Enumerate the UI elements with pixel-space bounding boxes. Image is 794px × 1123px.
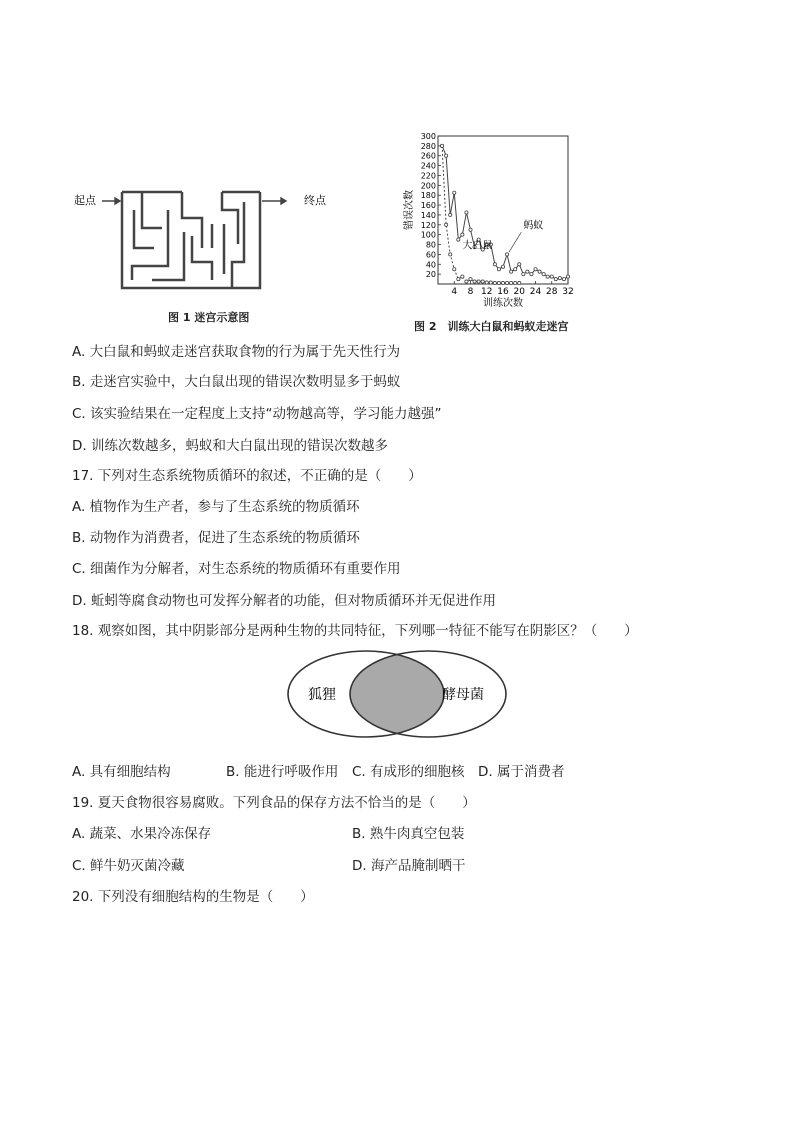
data-point — [453, 268, 456, 271]
maze-diagram — [72, 188, 326, 298]
maze-arrows — [102, 198, 286, 204]
data-point — [522, 273, 525, 276]
y-tick-label: 240 — [420, 161, 436, 171]
q18-option-d: D. 属于消费者 — [478, 764, 565, 780]
data-point — [449, 213, 452, 216]
q17-option-b: B. 动物作为消费者，促进了生态系统的物质循环 — [72, 530, 360, 546]
y-tick-label: 140 — [420, 210, 436, 220]
x-tick-label: 28 — [546, 287, 558, 297]
series-label: 大白鼠 — [462, 240, 493, 252]
q16-option-a: A. 大白鼠和蚂蚁走迷宫获取食物的行为属于先天性行为 — [72, 344, 401, 360]
data-point — [538, 270, 541, 273]
y-tick-label: 100 — [420, 230, 436, 240]
q17-option-d: D. 蚯蚓等腐食动物也可发挥分解者的功能，但对物质循环并无促进作用 — [72, 593, 496, 609]
data-point — [558, 276, 561, 279]
series-label: 蚂蚁 — [523, 220, 544, 232]
q19-option-c: C. 鲜牛奶灭菌冷藏 — [72, 858, 185, 874]
x-tick-label: 16 — [497, 287, 509, 297]
x-axis-label: 训练次数 — [483, 298, 523, 309]
q17-option-c: C. 细菌作为分解者，对生态系统的物质循环有重要作用 — [72, 561, 401, 577]
y-tick-label: 80 — [425, 240, 436, 250]
y-tick-label: 220 — [420, 171, 436, 181]
y-tick-label: 180 — [420, 191, 436, 201]
x-tick-label: 12 — [481, 287, 493, 297]
data-point — [497, 268, 500, 271]
x-tick-label: 4 — [451, 287, 458, 297]
learning-curve-figure — [398, 128, 578, 310]
chart-frame — [438, 136, 568, 284]
data-point — [497, 281, 500, 284]
data-point — [461, 233, 464, 236]
data-point — [469, 228, 472, 231]
q19-stem: 19. 夏天食物很容易腐败。下列食品的保存方法不恰当的是（ ） — [72, 795, 476, 811]
data-point — [485, 281, 488, 284]
data-point — [493, 263, 496, 266]
data-point — [530, 273, 533, 276]
y-tick-label: 280 — [420, 141, 436, 151]
y-axis-label: 错误次数 — [404, 190, 415, 230]
series-label-leader — [509, 232, 521, 252]
fig1-caption: 图 1 迷宫示意图 — [168, 311, 250, 324]
maze-walls — [122, 192, 260, 288]
data-point — [514, 268, 517, 271]
data-point — [514, 281, 517, 284]
data-point — [518, 281, 521, 284]
data-point — [501, 265, 504, 268]
y-tick-label: 200 — [420, 181, 436, 191]
q16-option-b: B. 走迷宫实验中，大白鼠出现的错误次数明显多于蚂蚁 — [72, 374, 401, 390]
data-point — [505, 253, 508, 256]
q19-option-b: B. 熟牛肉真空包装 — [352, 826, 465, 842]
data-point — [518, 263, 521, 266]
q17-option-a: A. 植物作为生产者，参与了生态系统的物质循环 — [72, 499, 360, 515]
maze-end-label: 终点 — [304, 194, 326, 207]
x-tick-label: 20 — [513, 287, 525, 297]
y-tick-label: 40 — [425, 260, 436, 270]
data-point — [469, 277, 472, 280]
data-point — [501, 281, 504, 284]
data-point — [457, 277, 460, 280]
data-point — [449, 253, 452, 256]
y-tick-label: 260 — [420, 151, 436, 161]
data-point — [526, 270, 529, 273]
data-point — [510, 281, 513, 284]
data-point — [546, 275, 549, 278]
data-point — [554, 277, 557, 280]
data-point — [461, 275, 464, 278]
data-point — [477, 280, 480, 283]
data-point — [566, 275, 569, 278]
series-line — [442, 146, 568, 279]
x-tick-label: 24 — [529, 287, 542, 297]
q16-option-c: C. 该实验结果在一定程度上支持“动物越高等，学习能力越强” — [72, 406, 442, 422]
y-tick-label: 160 — [420, 201, 436, 211]
q17-stem: 17. 下列对生态系统物质循环的叙述，不正确的是（ ） — [72, 468, 422, 484]
q18-stem: 18. 观察如图，其中阴影部分是两种生物的共同特征，下列哪一特征不能写在阴影区？（ ） — [72, 623, 638, 639]
q18-option-b: B. 能进行呼吸作用 — [226, 764, 339, 780]
data-point — [493, 281, 496, 284]
y-tick-label: 120 — [420, 220, 436, 230]
data-point — [542, 273, 545, 276]
data-point — [562, 277, 565, 280]
q16-option-d: D. 训练次数越多，蚂蚁和大白鼠出现的错误次数越多 — [72, 438, 388, 454]
data-point — [481, 280, 484, 283]
venn-left-label: 狐狸 — [308, 687, 336, 703]
y-tick-label: 60 — [425, 250, 436, 260]
data-point — [457, 238, 460, 241]
data-point — [445, 223, 448, 226]
data-point — [453, 191, 456, 194]
data-point — [440, 144, 443, 147]
data-point — [465, 211, 468, 214]
q18-option-c: C. 有成形的细胞核 — [352, 764, 465, 780]
data-point — [473, 280, 476, 283]
venn-diagram — [284, 648, 510, 748]
y-tick-label: 300 — [420, 132, 436, 141]
data-point — [550, 275, 553, 278]
q20-stem: 20. 下列没有细胞结构的生物是（ ） — [72, 889, 314, 905]
x-tick-label: 32 — [562, 287, 574, 297]
data-point — [445, 154, 448, 157]
y-tick-label: 20 — [425, 270, 436, 280]
data-point — [489, 281, 492, 284]
data-point — [465, 280, 468, 283]
x-tick-label: 8 — [467, 287, 474, 297]
data-point — [534, 268, 537, 271]
q19-option-d: D. 海产品腌制晒干 — [352, 858, 466, 874]
venn-right-label: 酵母菌 — [442, 687, 484, 703]
fig2-caption: 图 2 训练大白鼠和蚂蚁走迷宫 — [414, 320, 569, 333]
data-point — [505, 281, 508, 284]
series-line — [442, 146, 519, 283]
data-point — [510, 270, 513, 273]
q18-option-a: A. 具有细胞结构 — [72, 764, 171, 780]
learning-curve-chart — [398, 128, 578, 310]
q19-option-a: A. 蔬菜、水果冷冻保存 — [72, 826, 212, 842]
maze-start-label: 起点 — [74, 194, 96, 207]
maze-figure — [72, 188, 326, 298]
